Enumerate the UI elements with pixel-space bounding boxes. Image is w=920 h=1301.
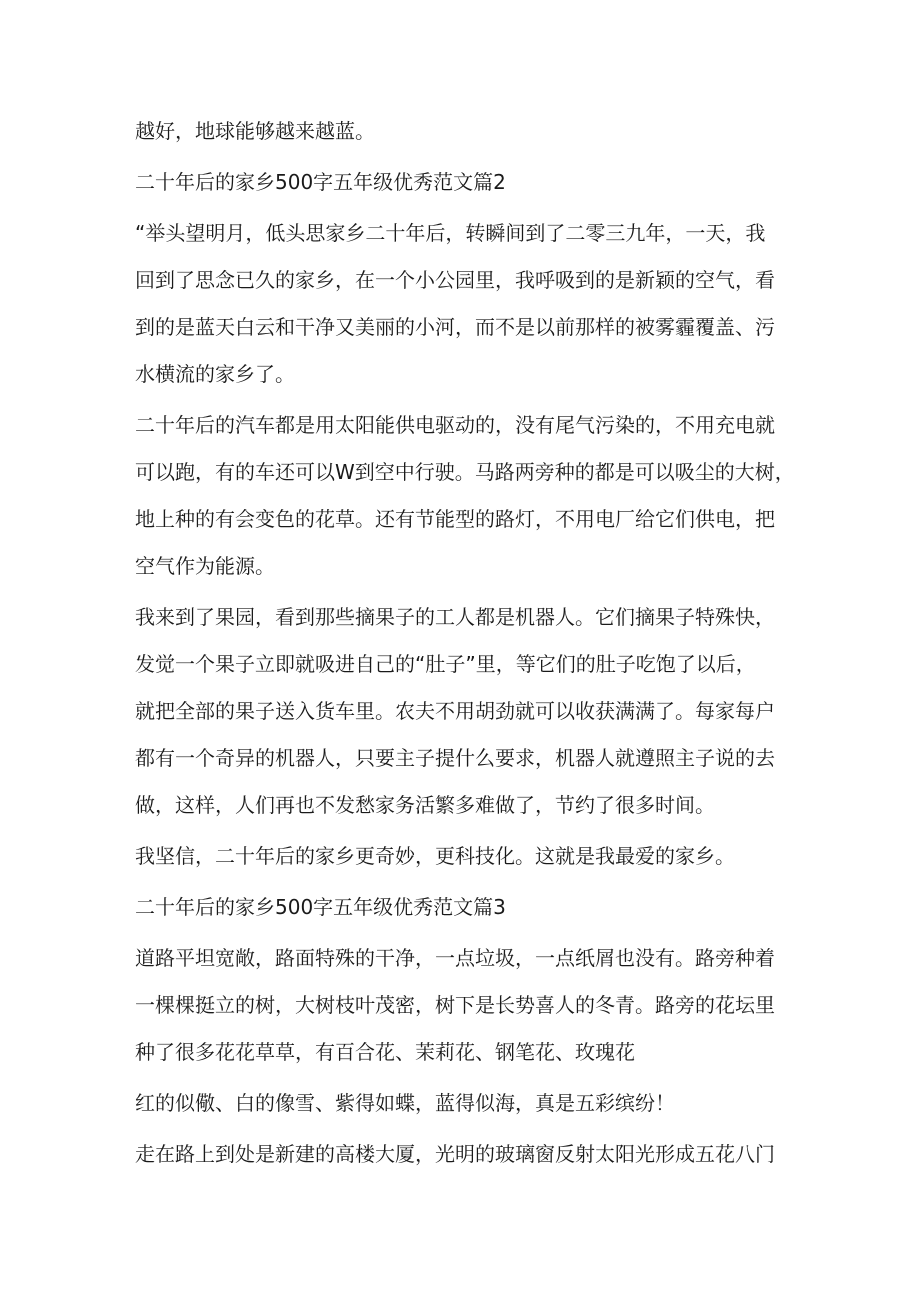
text-line: 回到了思念已久的家乡，在一个小公园里，我呼吸到的是新颖的空气，看 <box>135 268 775 292</box>
text-line: 二十年后的汽车都是用太阳能供电驱动的，没有尾气污染的，不用充电就 <box>135 413 775 437</box>
text-line: 一棵棵挺立的树，大树枝叶茂密，树下是长势喜人的冬青。路旁的花坛里 <box>135 993 775 1017</box>
text-line: 地上种的有会变色的花草。还有节能型的路灯，不用电厂给它们供电，把 <box>135 507 775 531</box>
paragraph <box>135 1080 785 1127</box>
section-heading: 二十年后的家乡500字五年级优秀范文篇2 <box>135 170 506 194</box>
text-line: 可以跑，有的车还可以W到空中行驶。马路两旁种的都是可以吸尘的大树， <box>135 460 795 484</box>
text-line: 水横流的家乡了。 <box>135 362 295 386</box>
text-line: 我来到了果园，看到那些摘果子的工人都是机器人。它们摘果子特殊快， <box>135 605 775 629</box>
document-body <box>135 108 795 1182</box>
paragraph <box>135 594 785 829</box>
text-line: 到的是蓝天白云和干净又美丽的小河，而不是以前那样的被雾霾覆盖、污 <box>135 315 775 339</box>
text-line: 发觉一个果子立即就吸进自己的“肚子”里，等它们的肚子吃饱了以后， <box>135 652 756 676</box>
text-line: 道路平坦宽敞，路面特殊的干净，一点垃圾，一点纸屑也没有。路旁种着 <box>135 946 775 970</box>
text-line: 红的似儆、白的像雪、紫得如蝶，蓝得似海，真是五彩缤纷！ <box>135 1091 675 1115</box>
paragraph <box>135 402 795 590</box>
text-line: 越好，地球能够越来越蓝。 <box>135 119 375 143</box>
paragraph <box>135 935 785 1076</box>
text-line: 空气作为能源。 <box>135 554 275 578</box>
text-line: 我坚信，二十年后的家乡更奇妙，更科技化。这就是我最爱的家乡。 <box>135 844 735 868</box>
text-line: 就把全部的果子送入货车里。农夫不用胡劲就可以收获满满了。每家每户 <box>135 699 775 723</box>
text-line: 走在路上到处是新建的高楼大厦，光明的玻璃窗反射太阳光形成五花八门 <box>135 1142 775 1166</box>
paragraph <box>135 833 785 880</box>
section-heading: 二十年后的家乡500字五年级优秀范文篇3 <box>135 895 506 919</box>
paragraph <box>135 1131 785 1178</box>
text-line: 都有一个奇异的机器人，只要主子提什么要求，机器人就遵照主子说的去 <box>135 746 775 770</box>
text-line: 种了很多花花草草，有百合花、茉莉花、钢笔花、玫瑰花 <box>135 1040 635 1064</box>
paragraph <box>135 210 785 398</box>
text-line: “举头望明月，低头思家乡二十年后，转瞬间到了二零三九年，一天，我 <box>135 221 766 245</box>
paragraph <box>135 108 785 155</box>
text-line: 做，这样，人们再也不发愁家务活繁多难做了，节约了很多时间。 <box>135 793 715 817</box>
